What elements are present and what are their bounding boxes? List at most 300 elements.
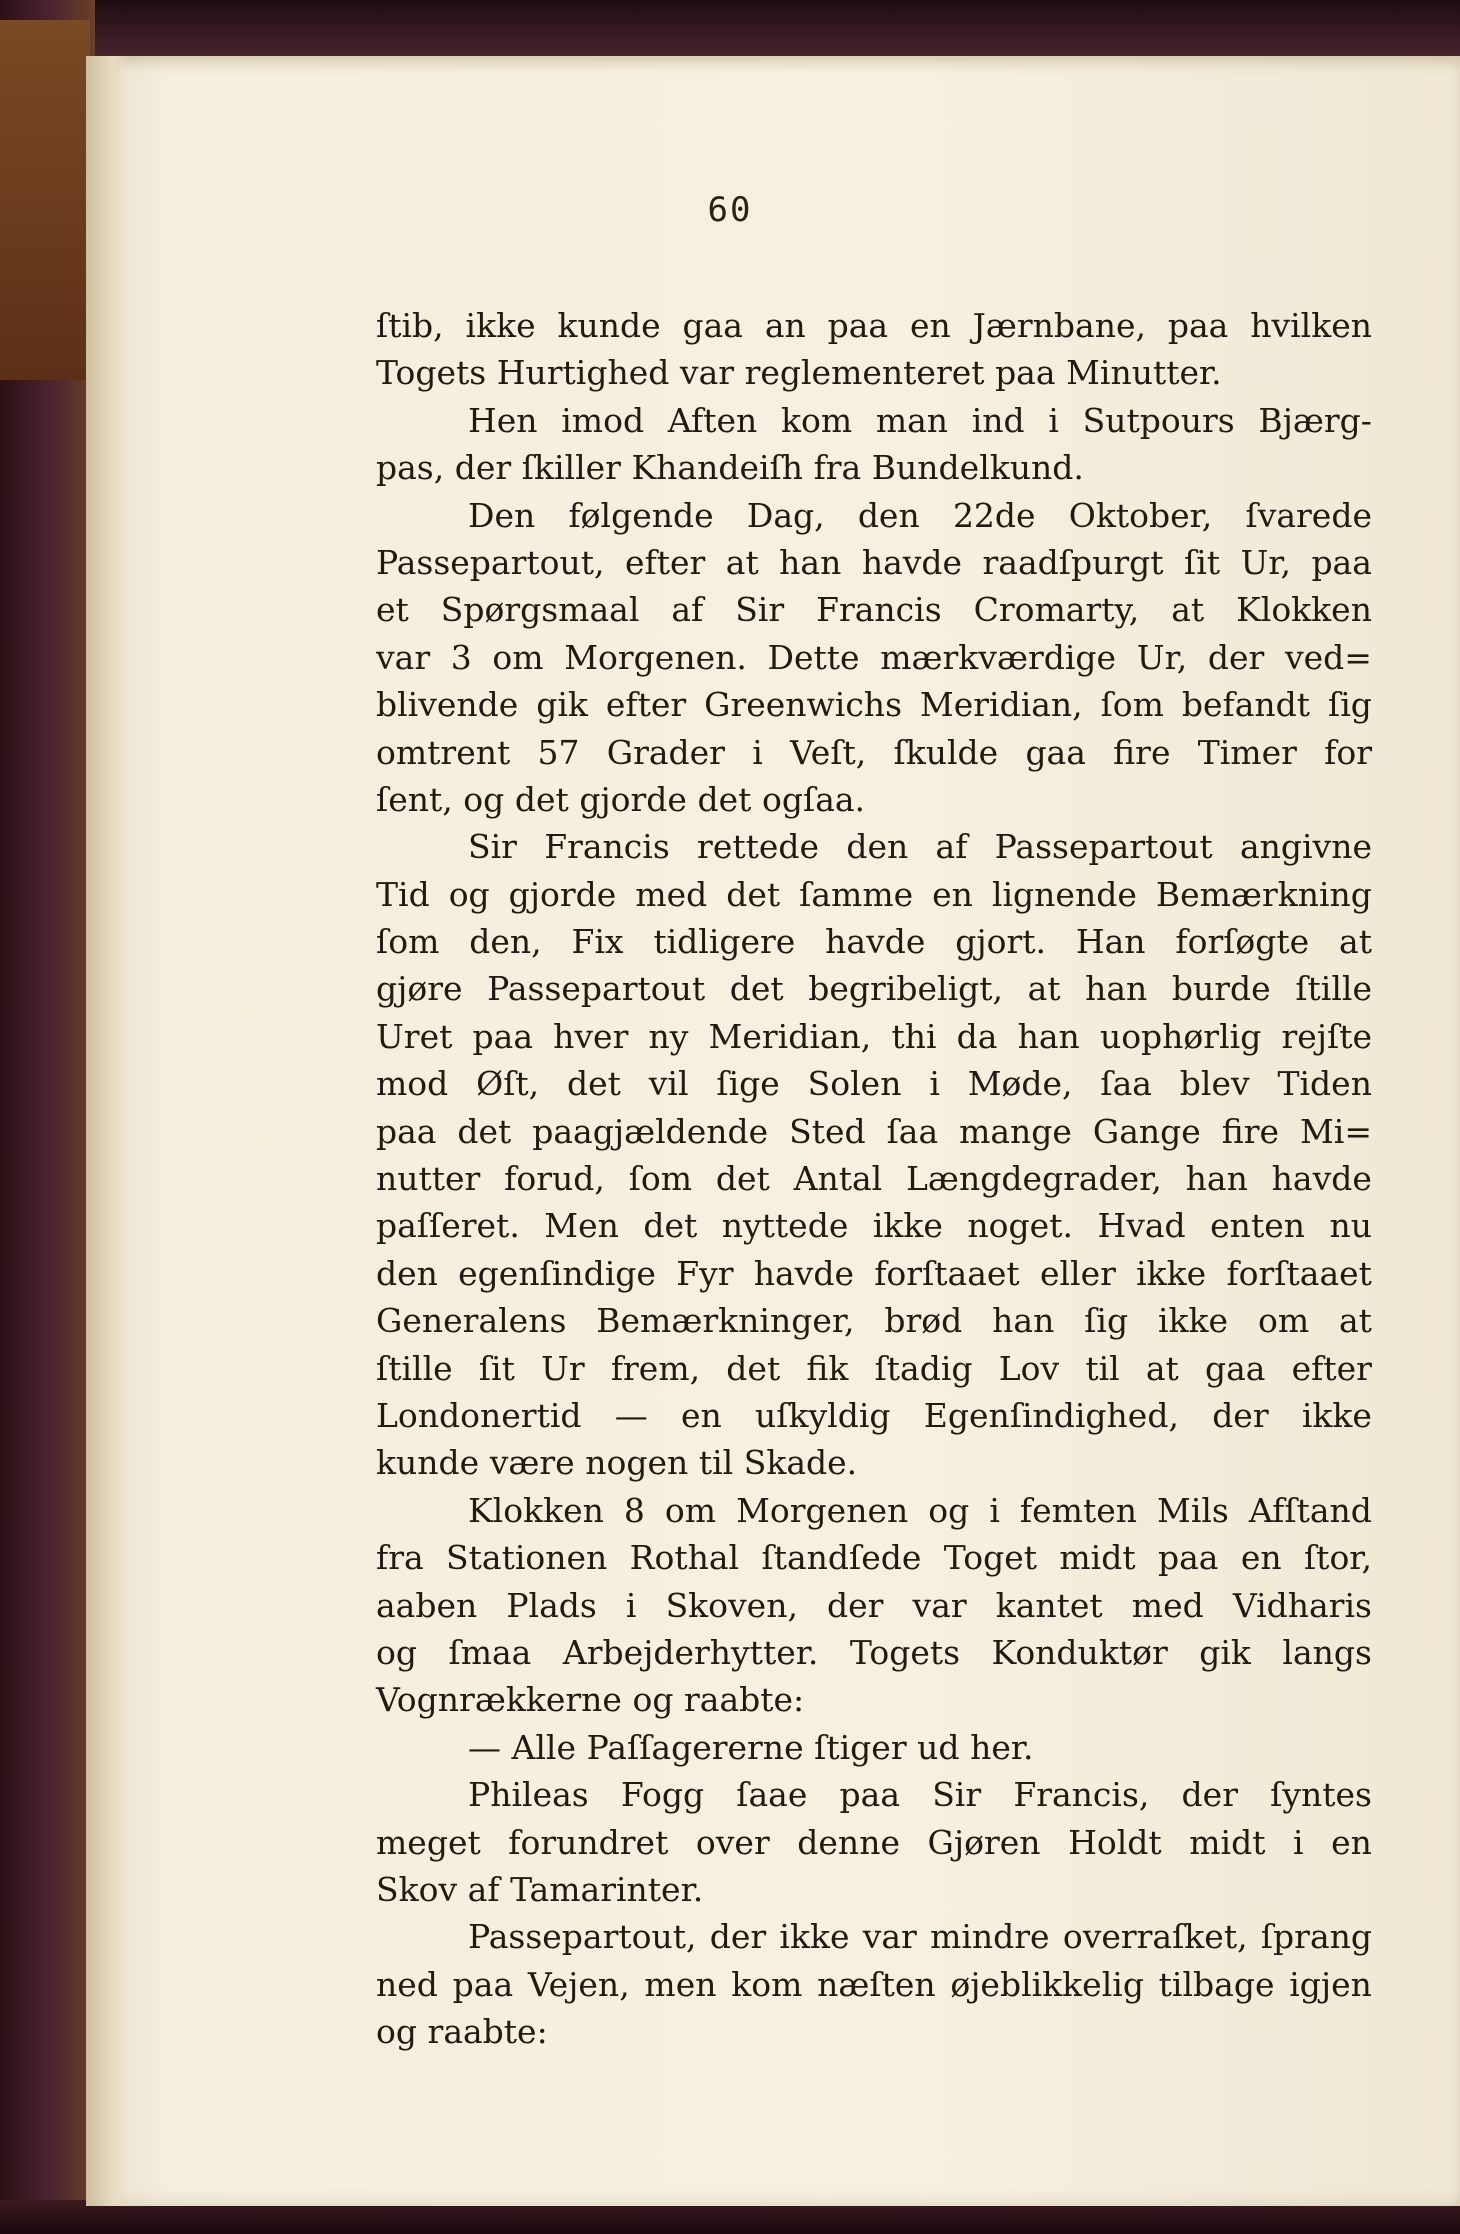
word: Hen xyxy=(468,400,538,440)
word: Gjøren xyxy=(927,1822,1041,1862)
word: med xyxy=(635,874,708,914)
word: ſtandſede xyxy=(761,1538,922,1578)
word: ſmaa xyxy=(448,1632,532,1672)
word: en xyxy=(681,1395,722,1435)
word: Antal xyxy=(793,1159,883,1199)
text-line xyxy=(376,729,1372,776)
word: Skov xyxy=(376,1869,458,1909)
word: ſtadig xyxy=(874,1348,973,1388)
word: Morgenen xyxy=(736,1490,909,1530)
word: egenſindige xyxy=(458,1253,656,1293)
word: paa xyxy=(452,1964,514,2004)
word: Francis xyxy=(816,590,942,630)
word: og xyxy=(376,2012,417,2052)
word: paa xyxy=(1157,1538,1219,1578)
word: med xyxy=(1131,1585,1204,1625)
word: det xyxy=(715,1159,770,1199)
word: forſøgte xyxy=(1175,922,1310,962)
word: man xyxy=(875,400,949,440)
word: af xyxy=(467,1869,500,1909)
word: hvilken xyxy=(1250,306,1372,345)
word: mindre xyxy=(930,1917,1050,1957)
word: der xyxy=(1207,637,1265,677)
word: paa xyxy=(995,353,1056,393)
word: fire xyxy=(1221,1111,1280,1151)
word: Aften xyxy=(667,400,758,440)
word: Vidharis xyxy=(1232,1585,1372,1625)
word: Passepartout xyxy=(487,969,706,1009)
word: Passepartout xyxy=(994,827,1213,867)
word: Dette xyxy=(767,637,860,677)
word: igjen xyxy=(1289,1964,1372,2004)
word: ſtille xyxy=(376,1348,453,1388)
word: tilbage xyxy=(1158,1964,1275,2004)
word: Paſſagererne xyxy=(586,1727,804,1767)
word: tidligere xyxy=(653,922,796,962)
text-line xyxy=(376,302,1372,349)
word: ſtor, xyxy=(1303,1538,1372,1578)
word: ud xyxy=(917,1727,960,1767)
text-line xyxy=(376,681,1372,728)
word: en xyxy=(932,874,973,914)
word: Sutpours xyxy=(1082,400,1235,440)
word: ned xyxy=(376,1964,438,2004)
word: det xyxy=(514,779,569,819)
word: kunde xyxy=(557,306,661,345)
word: ſtille xyxy=(1295,969,1372,1009)
word: han xyxy=(779,542,842,582)
word: Meridian, xyxy=(708,1016,872,1056)
word: og xyxy=(376,1632,417,1672)
word: han xyxy=(992,1301,1055,1341)
word: ſige xyxy=(716,1064,780,1104)
word: ogſaa. xyxy=(761,779,866,819)
word: over xyxy=(695,1822,770,1862)
word: Francis, xyxy=(1013,1775,1150,1815)
word: forſtaaet xyxy=(1226,1253,1372,1293)
word: ſom xyxy=(1100,685,1164,725)
word: gik xyxy=(536,685,588,725)
word: ikke xyxy=(779,1917,850,1957)
word: Klokken xyxy=(468,1490,604,1530)
text-line xyxy=(376,1487,1372,1534)
word: enten xyxy=(1210,1206,1305,1246)
word: Timer xyxy=(1197,732,1297,772)
word: blivende xyxy=(376,685,519,725)
text-line xyxy=(376,1155,1372,1202)
text-line xyxy=(376,1392,1372,1439)
word: Arbejderhytter. xyxy=(562,1632,819,1672)
text-line xyxy=(376,1724,1372,1771)
word: ikke xyxy=(1158,1301,1229,1341)
word: Spørgsmaal xyxy=(440,590,640,630)
word: meget xyxy=(376,1822,481,1862)
word: reglementeret xyxy=(744,353,985,393)
word: Afſtand xyxy=(1248,1490,1372,1530)
word: — xyxy=(468,1727,501,1767)
word: gik xyxy=(1199,1632,1251,1672)
word: i xyxy=(989,1490,1000,1530)
word: til xyxy=(1085,1348,1120,1388)
word: kom xyxy=(780,400,853,440)
word: i xyxy=(752,732,763,772)
word: noget. xyxy=(967,1206,1073,1246)
word: ny xyxy=(648,1016,689,1056)
word: Passepartout, xyxy=(468,1917,697,1957)
word: Sir xyxy=(932,1775,982,1815)
word: en xyxy=(1331,1822,1372,1862)
word: mod xyxy=(376,1064,449,1104)
word: gaa xyxy=(682,306,743,345)
word: han xyxy=(1017,1016,1080,1056)
word: at xyxy=(1339,1301,1372,1341)
word: ſent, xyxy=(376,779,453,819)
word: der xyxy=(1212,1395,1269,1435)
word: et xyxy=(376,590,409,630)
word: kom xyxy=(731,1964,803,2004)
text-line xyxy=(376,1202,1372,1249)
word: Bjærg- xyxy=(1258,400,1372,440)
word: Phileas xyxy=(468,1775,589,1815)
word: Fogg xyxy=(620,1775,705,1815)
text-line xyxy=(376,586,1372,633)
word: det xyxy=(726,874,781,914)
word: Skoven, xyxy=(665,1585,798,1625)
word: pas, xyxy=(376,448,445,488)
text-line xyxy=(376,1582,1372,1629)
word: følgende xyxy=(568,495,714,535)
word: ſkulde xyxy=(893,732,999,772)
word: Ur, xyxy=(1136,637,1188,677)
word: den, xyxy=(469,922,542,962)
word: ſtib, xyxy=(376,306,444,345)
word: den xyxy=(376,1253,438,1293)
text-line xyxy=(376,1297,1372,1344)
word: Holdt xyxy=(1068,1822,1162,1862)
word: overraſket, xyxy=(1062,1917,1248,1957)
word: øjeblikkelig xyxy=(950,1964,1144,2004)
word: en xyxy=(1240,1538,1282,1578)
word: der xyxy=(454,448,512,488)
word: om xyxy=(1257,1301,1310,1341)
word: ſvarede xyxy=(1245,495,1372,535)
word: ikke xyxy=(872,1206,943,1246)
word: gjorde xyxy=(579,779,687,819)
word: kunde xyxy=(376,1443,480,1483)
word: Minutter. xyxy=(1066,353,1222,393)
book-cover-top xyxy=(0,0,1460,60)
word: Han xyxy=(1075,922,1146,962)
text-line xyxy=(376,539,1372,586)
word: 3 xyxy=(450,637,472,677)
word: raabte: xyxy=(684,1680,805,1720)
word: paa xyxy=(1167,306,1229,345)
word: Londonertid xyxy=(376,1395,582,1435)
text-line xyxy=(376,823,1372,870)
word: Morgenen. xyxy=(564,637,747,677)
word: nyttede xyxy=(721,1206,849,1246)
word: begribeligt, xyxy=(808,969,1003,1009)
word: ſom xyxy=(376,922,440,962)
word: hver xyxy=(553,1016,629,1056)
word: var xyxy=(912,1585,967,1625)
word: gjorde xyxy=(508,874,617,914)
word: — xyxy=(614,1395,648,1435)
word: at xyxy=(725,542,759,582)
word: Øſt, xyxy=(476,1064,540,1104)
word: Skade. xyxy=(743,1443,858,1483)
word: fik xyxy=(806,1348,849,1388)
text-line xyxy=(376,965,1372,1012)
word: ſkiller xyxy=(521,448,621,488)
word: 8 xyxy=(623,1490,645,1530)
word: her. xyxy=(970,1727,1034,1767)
text-line xyxy=(376,1439,1372,1486)
word: midt xyxy=(1189,1822,1266,1862)
word: Khandeiſh xyxy=(631,448,804,488)
word: kantet xyxy=(995,1585,1103,1625)
word: var xyxy=(376,637,431,677)
word: da xyxy=(956,1016,998,1056)
word: ſaae xyxy=(736,1775,808,1815)
word: Tamarinter. xyxy=(510,1869,704,1909)
word: ſit xyxy=(478,1348,515,1388)
word: Sted xyxy=(789,1111,866,1151)
word: langs xyxy=(1282,1632,1372,1672)
word: ſtiger xyxy=(814,1727,907,1767)
word: Meridian, xyxy=(919,685,1083,725)
word: ſaa xyxy=(886,1111,939,1151)
word: Fyr xyxy=(676,1253,734,1293)
text-line xyxy=(376,1108,1372,1155)
text-line xyxy=(376,1866,1372,1913)
word: gaa xyxy=(1025,732,1086,772)
word: Men xyxy=(544,1206,619,1246)
word: imod xyxy=(561,400,645,440)
word: ind xyxy=(971,400,1025,440)
word: Vognrækkerne xyxy=(376,1680,622,1720)
word: nogen xyxy=(585,1443,689,1483)
word: Passepartout, xyxy=(376,542,605,582)
word: og xyxy=(632,1680,674,1720)
word: mange xyxy=(959,1111,1072,1151)
word: ved= xyxy=(1284,637,1372,677)
word: Længdegrader, xyxy=(906,1159,1162,1199)
word: ſig xyxy=(1328,685,1372,725)
text-line xyxy=(376,492,1372,539)
word: til xyxy=(698,1443,734,1483)
word: nu xyxy=(1329,1206,1372,1246)
text-line xyxy=(376,1819,1372,1866)
word: forud, xyxy=(504,1159,605,1199)
word: Sir xyxy=(468,827,517,867)
text-line xyxy=(376,444,1372,491)
word: og xyxy=(448,874,490,914)
word: Mils xyxy=(1157,1490,1229,1530)
text-line xyxy=(376,1250,1372,1297)
word: det xyxy=(567,1064,621,1104)
word: Tiden xyxy=(1277,1064,1372,1104)
word: havde xyxy=(861,542,963,582)
word: det xyxy=(697,779,752,819)
word: ſyntes xyxy=(1270,1775,1372,1815)
word: at xyxy=(1145,1348,1179,1388)
word: og xyxy=(928,1490,970,1530)
word: der xyxy=(1181,1775,1238,1815)
word: rettede xyxy=(697,827,820,867)
word: var xyxy=(679,353,735,393)
word: fire xyxy=(1113,732,1171,772)
word: ſaa xyxy=(1100,1064,1152,1104)
word: ikke xyxy=(1301,1395,1372,1435)
word: Tid xyxy=(376,874,430,914)
word: raabte: xyxy=(427,2012,548,2052)
word: burde xyxy=(1171,969,1271,1009)
text-line xyxy=(376,918,1372,965)
word: efter xyxy=(624,542,706,582)
word: Francis xyxy=(544,827,670,867)
word: for xyxy=(1324,732,1372,772)
word: Greenwichs xyxy=(704,685,902,725)
word: paa xyxy=(839,1775,901,1815)
word: Oktober, xyxy=(1068,495,1213,535)
text-line xyxy=(376,1345,1372,1392)
word: paa xyxy=(472,1016,534,1056)
text-line xyxy=(376,397,1372,444)
word: Ur xyxy=(541,1348,585,1388)
body-text xyxy=(376,302,1372,2055)
word: i xyxy=(1293,1822,1304,1862)
text-line xyxy=(376,2008,1372,2055)
word: Stationen xyxy=(446,1538,608,1578)
word: omtrent xyxy=(376,732,511,772)
page-number: 60 xyxy=(707,190,753,230)
text-line xyxy=(376,1629,1372,1676)
word: han xyxy=(1185,1159,1248,1199)
word: havde xyxy=(753,1253,854,1293)
word: fra xyxy=(376,1538,424,1578)
word: af xyxy=(671,590,704,630)
word: det xyxy=(726,1348,781,1388)
word: 57 xyxy=(537,732,580,772)
word: ſamme xyxy=(799,874,914,914)
word: Gange xyxy=(1092,1111,1201,1151)
word: ſprang xyxy=(1260,1917,1372,1957)
word: Dag, xyxy=(746,495,825,535)
word: Generalens xyxy=(376,1301,567,1341)
word: aaben xyxy=(376,1585,478,1625)
text-line xyxy=(376,871,1372,918)
word: blev xyxy=(1179,1064,1250,1104)
word: an xyxy=(764,306,806,345)
word: 22de xyxy=(952,495,1036,535)
word: denne xyxy=(797,1822,900,1862)
word: det xyxy=(457,1111,512,1151)
word: paſſeret. xyxy=(376,1206,520,1246)
word: nutter xyxy=(376,1159,481,1199)
word: eller xyxy=(1039,1253,1116,1293)
word: uſkyldig xyxy=(755,1395,891,1435)
word: gaa xyxy=(1204,1348,1266,1388)
word: efter xyxy=(1291,1348,1372,1388)
word: og xyxy=(463,779,505,819)
page-gutter-edge xyxy=(86,56,130,2206)
word: Plads xyxy=(506,1585,597,1625)
word: Møde, xyxy=(967,1064,1073,1104)
word: angivne xyxy=(1239,827,1372,867)
word: var xyxy=(862,1917,917,1957)
text-line xyxy=(376,349,1372,396)
word: femten xyxy=(1019,1490,1137,1530)
word: en xyxy=(909,306,951,345)
word: ikke xyxy=(1136,1253,1207,1293)
word: Rothal xyxy=(629,1538,740,1578)
word: havde xyxy=(1271,1159,1372,1199)
word: den xyxy=(857,495,920,535)
word: at xyxy=(1171,590,1205,630)
word: Mi= xyxy=(1300,1111,1372,1151)
word: der xyxy=(827,1585,884,1625)
word: næſten xyxy=(817,1964,936,2004)
word: ikke xyxy=(465,306,536,345)
word: paagjældende xyxy=(532,1111,769,1151)
text-line xyxy=(376,1961,1372,2008)
word: vil xyxy=(648,1064,689,1104)
word: gjøre xyxy=(376,969,463,1009)
word: befandt xyxy=(1181,685,1311,725)
word: at xyxy=(1339,922,1372,962)
word: uophørlig xyxy=(1099,1016,1262,1056)
word: Togets xyxy=(376,353,487,393)
text-line xyxy=(376,1676,1372,1723)
word: Uret xyxy=(376,1016,453,1056)
word: Fix xyxy=(571,922,624,962)
word: mærkværdige xyxy=(880,637,1117,677)
word: rejſte xyxy=(1281,1016,1372,1056)
word: paa xyxy=(827,306,889,345)
text-line xyxy=(376,1771,1372,1818)
word: gjort. xyxy=(955,922,1046,962)
word: efter xyxy=(605,685,687,725)
word: ſom xyxy=(628,1159,693,1199)
word: forſtaaet xyxy=(874,1253,1020,1293)
word: forundret xyxy=(508,1822,669,1862)
word: at xyxy=(1027,969,1061,1009)
word: Sir xyxy=(735,590,785,630)
word: i xyxy=(929,1064,940,1104)
word: om xyxy=(664,1490,717,1530)
word: i xyxy=(625,1585,637,1625)
word: paa xyxy=(376,1111,437,1151)
word: frem, xyxy=(610,1348,701,1388)
word: men xyxy=(644,1964,717,2004)
word: der xyxy=(709,1917,767,1957)
word: havde xyxy=(825,922,926,962)
word: Ur, xyxy=(1240,542,1291,582)
word: det xyxy=(729,969,784,1009)
word: af xyxy=(935,827,968,867)
word: om xyxy=(492,637,544,677)
word: Bemærkning xyxy=(1155,874,1372,914)
text-line xyxy=(376,1060,1372,1107)
word: Jærnbane, xyxy=(972,306,1146,345)
word: Cromarty, xyxy=(973,590,1140,630)
text-line xyxy=(376,634,1372,681)
word: det xyxy=(643,1206,698,1246)
word: thi xyxy=(891,1016,937,1056)
word: lignende xyxy=(991,874,1137,914)
word: i xyxy=(1048,400,1059,440)
